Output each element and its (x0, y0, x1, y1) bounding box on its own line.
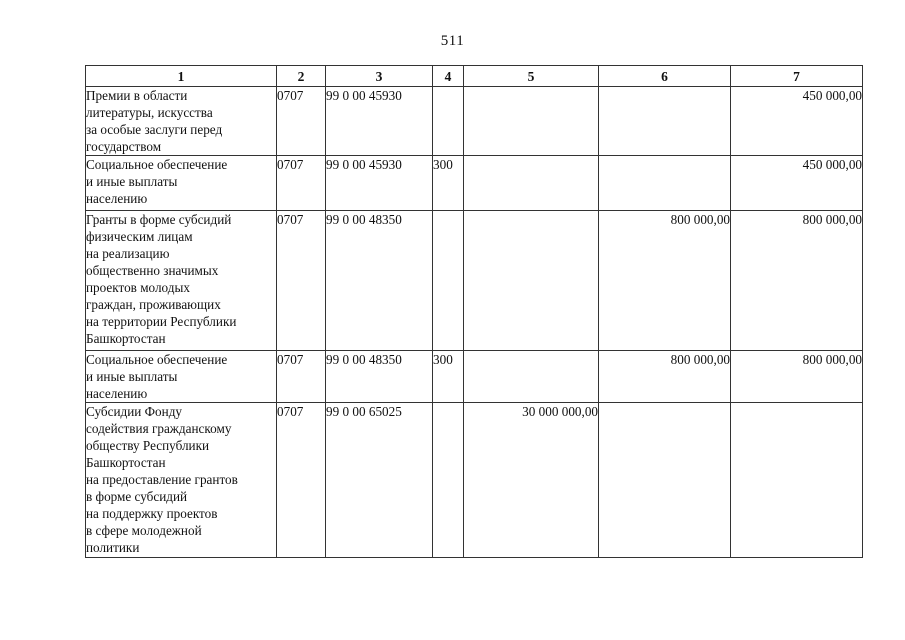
cell-section: 0707 (277, 156, 326, 211)
cell-section: 0707 (277, 403, 326, 558)
table-row (86, 87, 863, 156)
cell-name-line: на реализацию (86, 246, 170, 261)
table-row (86, 156, 863, 211)
cell-name-line: Субсидии Фонду (86, 404, 183, 419)
column-header-3: 3 (326, 66, 433, 87)
cell-amount-col7: 800 000,00 (731, 351, 863, 403)
cell-amount-col7 (731, 403, 863, 558)
cell-name (86, 156, 277, 211)
cell-target-article: 99 0 00 48350 (326, 351, 433, 403)
cell-name-line: в форме субсидий (86, 489, 188, 504)
column-header-5: 5 (464, 66, 599, 87)
cell-target-article: 99 0 00 45930 (326, 156, 433, 211)
cell-name-line: политики (86, 540, 140, 555)
cell-name-line: физическим лицам (86, 229, 193, 244)
cell-name-line: населению (86, 191, 148, 206)
cell-name-line: в сфере молодежной (86, 523, 202, 538)
cell-amount-col6 (599, 156, 731, 211)
cell-name-line: Социальное обеспечение (86, 157, 228, 172)
column-header-7: 7 (731, 66, 863, 87)
cell-amount-col5 (464, 87, 599, 156)
cell-section: 0707 (277, 87, 326, 156)
cell-name (86, 403, 277, 558)
cell-amount-col5 (464, 156, 599, 211)
cell-amount-col5 (464, 351, 599, 403)
column-header-6: 6 (599, 66, 731, 87)
table-header (86, 66, 863, 87)
cell-expense-type: 300 (433, 156, 464, 211)
cell-expense-type (433, 403, 464, 558)
cell-expense-type (433, 87, 464, 156)
cell-amount-col7: 800 000,00 (731, 211, 863, 351)
cell-amount-col7: 450 000,00 (731, 87, 863, 156)
cell-amount-col7: 450 000,00 (731, 156, 863, 211)
cell-name-line: содействия гражданскому (86, 421, 232, 436)
cell-name-line: проектов молодых (86, 280, 190, 295)
cell-name-line: обществу Республики (86, 438, 210, 453)
cell-expense-type (433, 211, 464, 351)
cell-name-line: на поддержку проектов (86, 506, 218, 521)
cell-amount-col6: 800 000,00 (599, 211, 731, 351)
column-header-1: 1 (86, 66, 277, 87)
table-row (86, 211, 863, 351)
cell-section: 0707 (277, 351, 326, 403)
cell-name-line: Социальное обеспечение (86, 352, 228, 367)
cell-target-article: 99 0 00 48350 (326, 211, 433, 351)
cell-target-article: 99 0 00 65025 (326, 403, 433, 558)
cell-name-line: населению (86, 386, 148, 401)
cell-name (86, 351, 277, 403)
cell-amount-col5 (464, 211, 599, 351)
cell-name-line: за особые заслуги перед (86, 122, 223, 137)
cell-amount-col6 (599, 87, 731, 156)
cell-name-line: государством (86, 139, 162, 154)
cell-amount-col6 (599, 403, 731, 558)
cell-name-line: общественно значимых (86, 263, 219, 278)
budget-table (85, 65, 863, 558)
column-header-4: 4 (433, 66, 464, 87)
cell-name-line: и иные выплаты (86, 369, 178, 384)
cell-expense-type: 300 (433, 351, 464, 403)
table-row (86, 351, 863, 403)
cell-name-line: Премии в области (86, 88, 188, 103)
cell-name-line: Башкортостан (86, 331, 166, 346)
header-row (86, 66, 863, 87)
cell-name-line: граждан, проживающих (86, 297, 221, 312)
column-header-2: 2 (277, 66, 326, 87)
page-number: 511 (440, 33, 465, 49)
table-body (86, 87, 863, 558)
cell-name (86, 87, 277, 156)
cell-amount-col6: 800 000,00 (599, 351, 731, 403)
cell-name-line: литературы, искусства (86, 105, 213, 120)
cell-name-line: Гранты в форме субсидий (86, 212, 232, 227)
cell-name-line: Башкортостан (86, 455, 166, 470)
cell-name-line: на предоставление грантов (86, 472, 238, 487)
cell-name-line: и иные выплаты (86, 174, 178, 189)
cell-name (86, 211, 277, 351)
table-row (86, 403, 863, 558)
cell-amount-col5: 30 000 000,00 (464, 403, 599, 558)
cell-section: 0707 (277, 211, 326, 351)
cell-target-article: 99 0 00 45930 (326, 87, 433, 156)
cell-name-line: на территории Республики (86, 314, 237, 329)
